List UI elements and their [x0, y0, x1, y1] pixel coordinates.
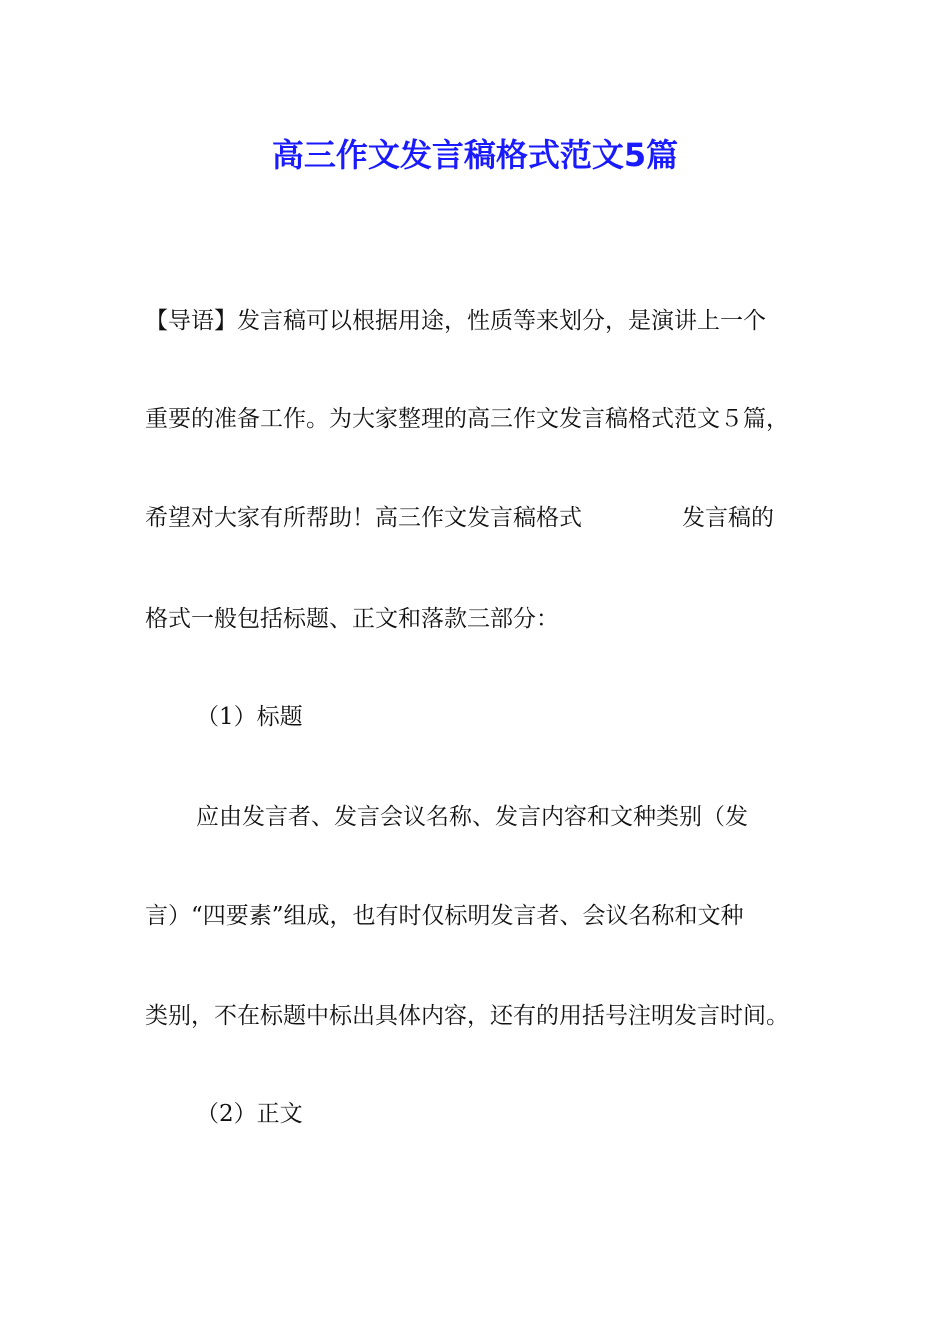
paragraph-line-2: 重要的准备工作。为大家整理的高三作文发言稿格式范文５篇， — [145, 406, 789, 432]
paragraph-line-7: 类别，不在标题中标出具体内容，还有的用括号注明发言时间。 — [145, 1003, 789, 1029]
paragraph-line-1: 【导语】发言稿可以根据用途，性质等来划分，是演讲上一个 — [145, 308, 766, 334]
paragraph-line-3-left: 希望对大家有所帮助！高三作文发言稿格式 — [145, 505, 582, 531]
paragraph-line-5: 应由发言者、发言会议名称、发言内容和文种类别（发 — [196, 804, 748, 830]
section-heading-body: （2）正文 — [196, 1101, 303, 1127]
section-heading-title: （1）标题 — [196, 704, 303, 730]
document-title: 高三作文发言稿格式范文5篇 — [271, 136, 679, 174]
paragraph-line-4: 格式一般包括标题、正文和落款三部分： — [145, 606, 559, 632]
paragraph-line-6: 言）“四要素”组成，也有时仅标明发言者、会议名称和文种 — [145, 903, 744, 929]
paragraph-line-3-right: 发言稿的 — [682, 505, 774, 531]
paragraph-line-3 — [145, 498, 815, 538]
